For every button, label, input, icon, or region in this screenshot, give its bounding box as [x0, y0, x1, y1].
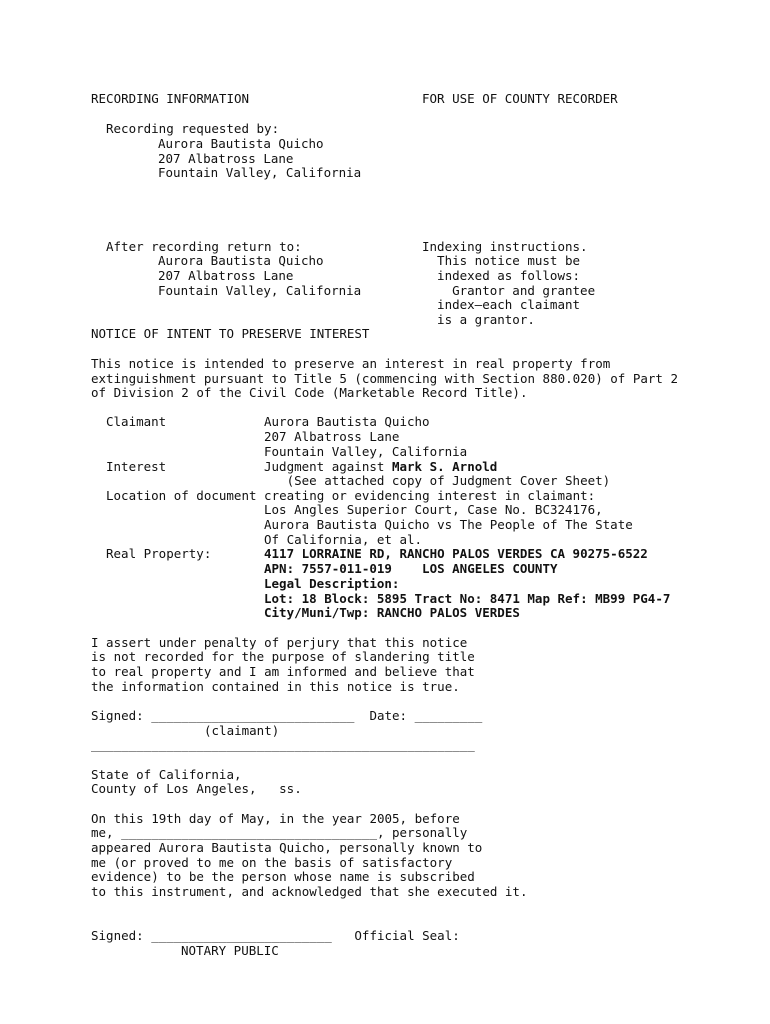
indexing-line: indexed as follows: [422, 268, 581, 283]
interest-label: Interest [106, 459, 167, 474]
requester-city: Fountain Valley, California [158, 165, 362, 180]
assertion-line: the information contained in this notice is true. [91, 679, 460, 694]
interest-note: (See attached copy of Judgment Cover Sheet) [264, 473, 611, 488]
separator-rule: ___________________________________________________ [91, 737, 475, 752]
location-line: Los Angles Superior Court, Case No. BC324176, [264, 502, 603, 517]
indexing-line: Indexing instructions. [422, 239, 588, 254]
return-to-city: Fountain Valley, California [158, 283, 362, 298]
venue-state: State of California, [91, 767, 242, 782]
location-line: Of California, et al. [264, 532, 423, 547]
acknowledgment-line: me (or proved to me on the basis of satisfactory [91, 855, 453, 870]
requester-street: 207 Albatross Lane [158, 151, 294, 166]
location-label: Location of document creating or evidencing interest in claimant: [106, 488, 596, 503]
notary-caption: NOTARY PUBLIC [181, 943, 279, 958]
real-property-line: Legal Description: [264, 576, 400, 591]
real-property-line: APN: 7557-011-019 LOS ANGELES COUNTY [264, 561, 558, 576]
indexing-line: This notice must be [422, 253, 581, 268]
acknowledgment-line: to this instrument, and acknowledged that she executed it. [91, 884, 528, 899]
acknowledgment-line: On this 19th day of May, in the year 2005, before [91, 811, 460, 826]
assertion-line: I assert under penalty of perjury that this notice [91, 635, 468, 650]
judgment-party: Mark S. Arnold [391, 459, 498, 474]
recording-information-heading: RECORDING INFORMATION [91, 91, 250, 106]
claimant-city: Fountain Valley, California [264, 444, 468, 459]
return-to-name: Aurora Bautista Quicho [158, 253, 324, 268]
county-recorder-heading: FOR USE OF COUNTY RECORDER [422, 91, 618, 106]
notice-title: NOTICE OF INTENT TO PRESERVE INTEREST [91, 326, 370, 341]
recording-requested-label: Recording requested by: [106, 121, 280, 136]
real-property-line: City/Muni/Twp: RANCHO PALOS VERDES [264, 605, 520, 620]
indexing-line: index—each claimant [422, 297, 581, 312]
claimant-street: 207 Albatross Lane [264, 429, 400, 444]
intro-line: of Division 2 of the Civil Code (Marketable Record Title). [91, 385, 528, 400]
return-to-label: After recording return to: [106, 239, 302, 254]
location-line: Aurora Bautista Quicho vs The People of The State [264, 517, 633, 532]
return-to-street: 207 Albatross Lane [158, 268, 294, 283]
claimant-signature-line: Signed: ___________________________ Date: _________ [91, 708, 483, 723]
real-property-label: Real Property: [106, 546, 212, 561]
intro-line: extinguishment pursuant to Title 5 (commencing with Section 880.020) of Part 2 [91, 371, 678, 386]
indexing-line: Grantor and grantee [422, 283, 596, 298]
acknowledgment-line: me, __________________________________, personally [91, 825, 468, 840]
claimant-name: Aurora Bautista Quicho [264, 414, 430, 429]
real-property-line: 4117 LORRAINE RD, RANCHO PALOS VERDES CA 90275-6522 [264, 546, 648, 561]
real-property-line: Lot: 18 Block: 5895 Tract No: 8471 Map Ref: MB99 PG4-7 [264, 591, 671, 606]
requester-name: Aurora Bautista Quicho [158, 136, 324, 151]
intro-line: This notice is intended to preserve an interest in real property from [91, 356, 611, 371]
claimant-label: Claimant [106, 414, 167, 429]
indexing-line: is a grantor. [422, 312, 535, 327]
notary-signature-line: Signed: ________________________ Official Seal: [91, 928, 460, 943]
interest-prefix: Judgment against [264, 459, 392, 474]
claimant-caption: (claimant) [204, 723, 280, 738]
acknowledgment-line: appeared Aurora Bautista Quicho, personally known to [91, 840, 483, 855]
acknowledgment-line: evidence) to be the person whose name is subscribed [91, 869, 475, 884]
assertion-line: to real property and I am informed and believe that [91, 664, 475, 679]
venue-county: County of Los Angeles, ss. [91, 781, 302, 796]
assertion-line: is not recorded for the purpose of slandering title [91, 649, 475, 664]
